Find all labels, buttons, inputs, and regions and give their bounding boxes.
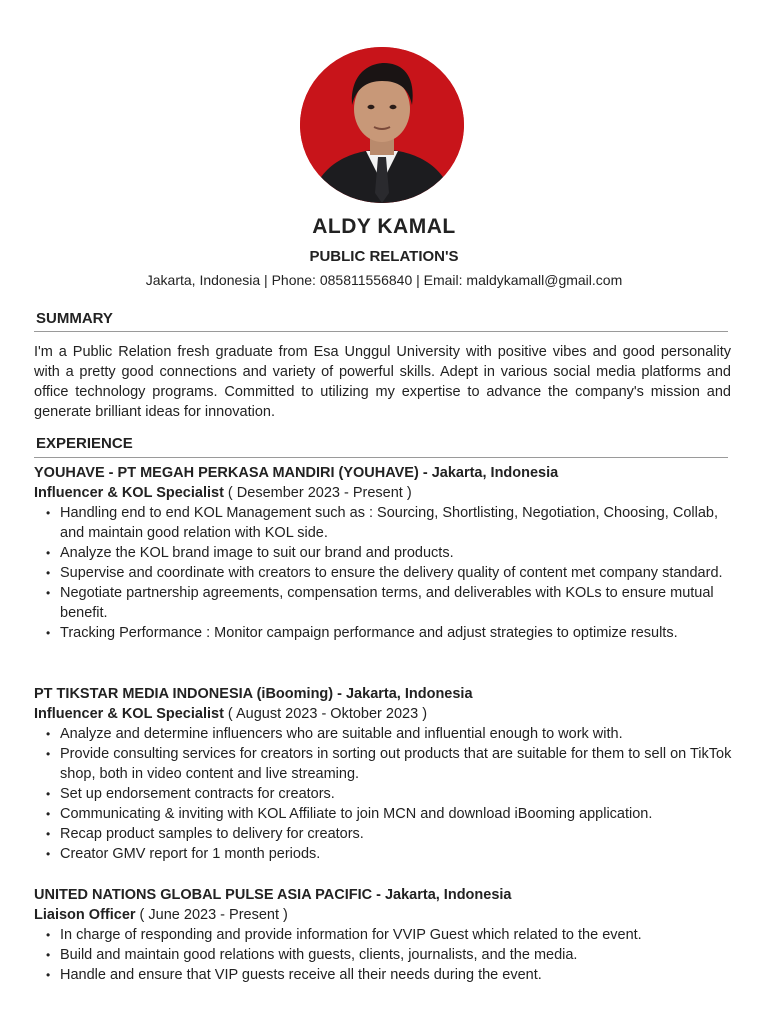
job-bullet-list (34, 503, 734, 643)
job-position-line (34, 704, 734, 724)
job-bullet: • Provide consulting services for creators in sorting out products that are suitable for them to sell on TikTok shop, both in video content and live streaming. (60, 744, 734, 784)
job-bullet: • Recap product samples to delivery for creators. (60, 824, 734, 844)
experience-heading: EXPERIENCE (36, 435, 133, 452)
summary-heading: SUMMARY (36, 310, 113, 327)
contact-line: Jakarta, Indonesia | Phone: 085811556840 | Email: maldykamall@gmail.com (145, 272, 623, 288)
profile-photo-illustration (300, 47, 464, 203)
summary-divider (34, 331, 728, 332)
job-period: ( June 2023 - Present ) (135, 907, 288, 923)
job-entry (34, 885, 734, 985)
job-heading: UNITED NATIONS GLOBAL PULSE ASIA PACIFIC - Jakarta, Indonesia (34, 887, 512, 903)
summary-text: I'm a Public Relation fresh graduate from Esa Unggul University with positive vibes and good personality with a pretty good connections and variety of powerful skills. Adept in various social media platforms and office technology programs. Committed to utilizing my expertise to advance the company's mission and generate brilliant ideas for innovation. (34, 344, 731, 420)
experience-divider (34, 457, 728, 458)
job-bullet: • Set up endorsement contracts for creators. (60, 784, 734, 804)
job-position: Influencer & KOL Specialist (34, 706, 224, 722)
job-position: Liaison Officer (34, 907, 136, 923)
job-heading: PT TIKSTAR MEDIA INDONESIA (iBooming) - Jakarta, Indonesia (34, 686, 473, 702)
job-bullet: • Handle and ensure that VIP guests receive all their needs during the event. (60, 965, 734, 985)
candidate-name: ALDY KAMAL (312, 215, 456, 238)
job-heading: YOUHAVE - PT MEGAH PERKASA MANDIRI (YOUHAVE) - Jakarta, Indonesia (34, 465, 559, 481)
job-bullet: • Negotiate partnership agreements, compensation terms, and deliverables with KOLs to ensure mutual benefit. (60, 583, 734, 623)
job-period: ( Desember 2023 - Present ) (223, 485, 412, 501)
candidate-role: PUBLIC RELATION'S (309, 248, 459, 265)
job-bullet: • Creator GMV report for 1 month periods. (60, 844, 734, 864)
job-bullet-list (34, 724, 734, 864)
job-bullet: • Handling end to end KOL Management such as : Sourcing, Shortlisting, Negotiation, Choosing, Collab, and maintain good relation with KOL side. (60, 503, 734, 543)
job-bullet: • Analyze and determine influencers who are suitable and influential enough to work with. (60, 724, 734, 744)
job-bullet: • Communicating & inviting with KOL Affiliate to join MCN and download iBooming application. (60, 804, 734, 824)
job-position-line (34, 905, 734, 925)
job-bullet: • Tracking Performance : Monitor campaign performance and adjust strategies to optimize results. (60, 623, 734, 643)
job-position: Influencer & KOL Specialist (34, 485, 224, 501)
job-period: ( August 2023 - Oktober 2023 ) (223, 706, 428, 722)
profile-photo (300, 47, 464, 203)
job-entry (34, 684, 734, 864)
job-bullet: • Build and maintain good relations with guests, clients, journalists, and the media. (60, 945, 734, 965)
job-entry (34, 463, 734, 643)
job-bullet: • In charge of responding and provide information for VVIP Guest which related to the event. (60, 925, 734, 945)
job-position-line (34, 483, 734, 503)
job-bullet: • Supervise and coordinate with creators to ensure the delivery quality of content met company standard. (60, 563, 734, 583)
job-bullet: • Analyze the KOL brand image to suit our brand and products. (60, 543, 734, 563)
job-bullet-list (34, 925, 734, 985)
